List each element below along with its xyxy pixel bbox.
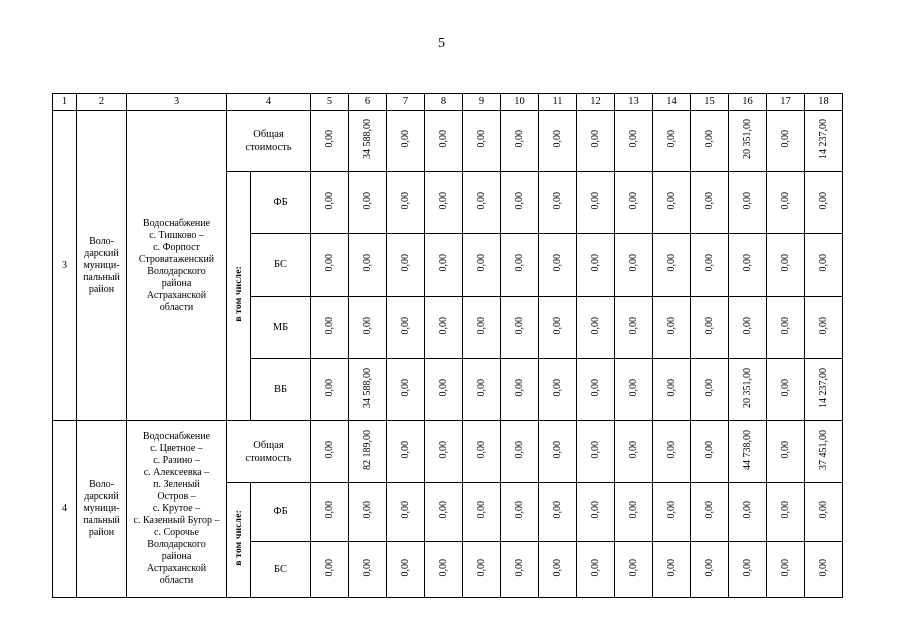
value-cell <box>653 483 691 542</box>
value-text: 0,00 <box>323 191 335 210</box>
value-text: 14 237,00 <box>817 367 829 408</box>
value-text: 0,00 <box>703 558 715 577</box>
value-text: 0,00 <box>665 558 677 577</box>
value-text: 0,00 <box>589 130 601 148</box>
value-cell <box>311 542 349 598</box>
value-text: 0,00 <box>475 191 487 210</box>
col-header: 16 <box>729 94 767 111</box>
value-text: 0,00 <box>437 440 449 459</box>
value-text: 0,00 <box>551 130 563 148</box>
value-cell <box>805 297 843 359</box>
value-text: 0,00 <box>741 316 753 335</box>
value-cell <box>425 421 463 483</box>
value-cell <box>539 483 577 542</box>
value-text: 0,00 <box>589 254 601 272</box>
value-cell <box>653 542 691 598</box>
col-header: 3 <box>127 94 227 111</box>
value-cell <box>501 234 539 297</box>
in-that-number-cell <box>227 483 251 598</box>
value-text: 0,00 <box>703 440 715 459</box>
value-text: 0,00 <box>437 191 449 210</box>
value-text: 0,00 <box>589 378 601 397</box>
value-text: 0,00 <box>513 501 525 519</box>
value-cell <box>311 111 349 172</box>
value-text: 0,00 <box>475 130 487 148</box>
value-text: 0,00 <box>361 558 373 577</box>
value-text: 0,00 <box>779 378 791 397</box>
value-text: 0,00 <box>627 130 639 148</box>
in-that-number-label: в том числе: <box>233 510 244 566</box>
value-text: 0,00 <box>475 501 487 519</box>
value-text: 0,00 <box>551 558 563 577</box>
value-cell <box>691 111 729 172</box>
value-cell <box>425 542 463 598</box>
value-text: 44 738,00 <box>741 429 753 470</box>
value-cell <box>805 359 843 421</box>
value-cell <box>653 234 691 297</box>
value-text: 0,00 <box>437 378 449 397</box>
value-cell <box>615 111 653 172</box>
value-cell <box>349 359 387 421</box>
value-cell <box>539 542 577 598</box>
value-cell <box>767 234 805 297</box>
value-cell <box>425 172 463 234</box>
value-cell <box>691 172 729 234</box>
value-text: 0,00 <box>627 501 639 519</box>
value-text: 0,00 <box>323 378 335 397</box>
value-text: 0,00 <box>513 558 525 577</box>
value-cell <box>311 172 349 234</box>
row-number: 3 <box>53 111 77 421</box>
value-cell <box>349 297 387 359</box>
value-cell <box>539 421 577 483</box>
value-text: 0,00 <box>399 191 411 210</box>
value-text: 0,00 <box>665 130 677 148</box>
value-text: 0,00 <box>437 316 449 335</box>
col-header: 14 <box>653 94 691 111</box>
value-text: 0,00 <box>665 501 677 519</box>
value-text: 0,00 <box>475 378 487 397</box>
value-text: 0,00 <box>589 316 601 335</box>
value-cell <box>463 297 501 359</box>
value-cell <box>501 359 539 421</box>
value-text: 0,00 <box>323 501 335 519</box>
value-cell <box>691 421 729 483</box>
value-text: 0,00 <box>779 130 791 148</box>
value-cell <box>349 234 387 297</box>
value-text: 0,00 <box>551 501 563 519</box>
value-cell <box>615 234 653 297</box>
value-text: 0,00 <box>475 558 487 577</box>
value-text: 34 588,00 <box>361 367 373 408</box>
col-header: 4 <box>227 94 311 111</box>
value-text: 0,00 <box>627 378 639 397</box>
value-text: 0,00 <box>437 558 449 577</box>
value-cell <box>425 297 463 359</box>
value-cell <box>387 542 425 598</box>
col-header: 13 <box>615 94 653 111</box>
value-text: 0,00 <box>665 316 677 335</box>
value-cell <box>767 483 805 542</box>
value-cell <box>425 483 463 542</box>
value-cell <box>653 111 691 172</box>
value-text: 0,00 <box>589 501 601 519</box>
value-text: 0,00 <box>437 501 449 519</box>
value-cell <box>805 172 843 234</box>
value-text: 0,00 <box>399 558 411 577</box>
value-cell <box>729 359 767 421</box>
value-cell <box>349 421 387 483</box>
value-text: 0,00 <box>551 440 563 459</box>
page-number: 5 <box>438 36 445 51</box>
value-cell <box>539 172 577 234</box>
value-cell <box>311 421 349 483</box>
value-text: 0,00 <box>665 191 677 210</box>
value-cell <box>691 234 729 297</box>
value-text: 0,00 <box>665 440 677 459</box>
header-row <box>53 94 843 111</box>
value-cell <box>577 111 615 172</box>
value-cell <box>615 359 653 421</box>
total-cost-label: Общая стоимость <box>227 421 311 483</box>
col-header: 8 <box>425 94 463 111</box>
value-cell <box>425 234 463 297</box>
value-cell <box>577 542 615 598</box>
value-text: 0,00 <box>741 501 753 519</box>
value-cell <box>311 297 349 359</box>
district-cell: Воло- дарский муници- пальный район <box>77 421 127 598</box>
table-row <box>53 111 843 172</box>
value-cell <box>729 542 767 598</box>
col-header: 6 <box>349 94 387 111</box>
value-text: 0,00 <box>361 501 373 519</box>
value-cell <box>577 483 615 542</box>
table-row <box>53 421 843 483</box>
value-cell <box>387 483 425 542</box>
value-text: 0,00 <box>399 254 411 272</box>
value-text: 0,00 <box>513 378 525 397</box>
value-cell <box>691 483 729 542</box>
col-header: 9 <box>463 94 501 111</box>
value-text: 82 189,00 <box>361 429 373 470</box>
value-cell <box>767 111 805 172</box>
value-text: 0,00 <box>817 191 829 210</box>
value-text: 0,00 <box>703 254 715 272</box>
value-text: 0,00 <box>627 316 639 335</box>
value-text: 0,00 <box>551 378 563 397</box>
value-cell <box>615 421 653 483</box>
value-cell <box>501 542 539 598</box>
value-cell <box>425 359 463 421</box>
value-cell <box>501 172 539 234</box>
value-cell <box>767 297 805 359</box>
value-cell <box>463 359 501 421</box>
value-text: 0,00 <box>741 191 753 210</box>
project-cell: Водоснабжение с. Тишково – с. Форпост Строватаженский Володарского района Астраханской области <box>127 111 227 421</box>
col-header: 1 <box>53 94 77 111</box>
value-text: 0,00 <box>665 254 677 272</box>
fund-label: БС <box>251 542 311 598</box>
value-cell <box>311 483 349 542</box>
col-header: 18 <box>805 94 843 111</box>
value-text: 0,00 <box>513 254 525 272</box>
value-text: 0,00 <box>703 130 715 148</box>
col-header: 2 <box>77 94 127 111</box>
value-text: 0,00 <box>627 254 639 272</box>
value-cell <box>463 483 501 542</box>
value-text: 20 351,00 <box>741 367 753 408</box>
value-text: 0,00 <box>589 558 601 577</box>
value-cell <box>615 172 653 234</box>
value-text: 0,00 <box>437 254 449 272</box>
value-text: 14 237,00 <box>817 119 829 159</box>
value-text: 0,00 <box>361 254 373 272</box>
fund-label: БС <box>251 234 311 297</box>
value-cell <box>653 359 691 421</box>
value-cell <box>691 542 729 598</box>
value-cell <box>539 359 577 421</box>
value-cell <box>463 542 501 598</box>
value-cell <box>349 483 387 542</box>
value-text: 0,00 <box>779 501 791 519</box>
col-header: 7 <box>387 94 425 111</box>
col-header: 17 <box>767 94 805 111</box>
value-cell <box>805 421 843 483</box>
value-text: 0,00 <box>817 316 829 335</box>
value-text: 34 588,00 <box>361 119 373 159</box>
value-cell <box>463 421 501 483</box>
value-cell <box>691 359 729 421</box>
value-text: 0,00 <box>703 378 715 397</box>
value-cell <box>387 234 425 297</box>
value-text: 0,00 <box>323 316 335 335</box>
value-text: 0,00 <box>399 130 411 148</box>
project-cell: Водоснабжение с. Цветное – с. Разино – с. Алексеевка – п. Зеленый Остров – с. Крутое – с. Казенный Бугор – с. Сорочье Володарского района Астраханской области <box>127 421 227 598</box>
in-that-number-label: в том числе: <box>233 266 244 322</box>
value-cell <box>501 483 539 542</box>
value-cell <box>805 483 843 542</box>
total-cost-label: Общая стоимость <box>227 111 311 172</box>
value-cell <box>387 111 425 172</box>
value-text: 0,00 <box>475 254 487 272</box>
value-cell <box>577 234 615 297</box>
value-text: 0,00 <box>399 316 411 335</box>
value-text: 0,00 <box>513 316 525 335</box>
value-text: 0,00 <box>399 501 411 519</box>
value-cell <box>463 234 501 297</box>
value-cell <box>387 297 425 359</box>
value-text: 20 351,00 <box>741 119 753 159</box>
value-text: 0,00 <box>779 191 791 210</box>
value-cell <box>501 297 539 359</box>
value-cell <box>653 421 691 483</box>
col-header: 11 <box>539 94 577 111</box>
value-text: 0,00 <box>665 378 677 397</box>
value-cell <box>425 111 463 172</box>
value-text: 0,00 <box>703 191 715 210</box>
value-text: 0,00 <box>551 316 563 335</box>
value-cell <box>767 172 805 234</box>
value-cell <box>463 172 501 234</box>
value-cell <box>577 172 615 234</box>
value-cell <box>729 483 767 542</box>
value-text: 0,00 <box>551 191 563 210</box>
value-text: 0,00 <box>475 316 487 335</box>
value-cell <box>729 297 767 359</box>
value-text: 0,00 <box>589 191 601 210</box>
col-header: 12 <box>577 94 615 111</box>
value-text: 0,00 <box>779 558 791 577</box>
value-cell <box>729 111 767 172</box>
value-text: 0,00 <box>703 501 715 519</box>
value-text: 0,00 <box>513 440 525 459</box>
value-cell <box>767 421 805 483</box>
value-text: 0,00 <box>627 440 639 459</box>
fund-label: ФБ <box>251 483 311 542</box>
value-text: 0,00 <box>779 440 791 459</box>
value-text: 0,00 <box>475 440 487 459</box>
value-cell <box>349 111 387 172</box>
value-text: 37 451,00 <box>817 429 829 470</box>
value-cell <box>577 421 615 483</box>
col-header: 15 <box>691 94 729 111</box>
value-text: 0,00 <box>323 440 335 459</box>
value-text: 0,00 <box>361 191 373 210</box>
col-header: 10 <box>501 94 539 111</box>
value-cell <box>349 172 387 234</box>
value-text: 0,00 <box>779 254 791 272</box>
value-text: 0,00 <box>513 130 525 148</box>
value-cell <box>729 421 767 483</box>
value-cell <box>729 172 767 234</box>
value-cell <box>501 421 539 483</box>
row-number: 4 <box>53 421 77 598</box>
value-cell <box>501 111 539 172</box>
value-cell <box>691 297 729 359</box>
value-cell <box>577 359 615 421</box>
in-that-number-cell <box>227 172 251 421</box>
value-cell <box>615 483 653 542</box>
value-text: 0,00 <box>627 191 639 210</box>
value-text: 0,00 <box>323 130 335 148</box>
value-cell <box>463 111 501 172</box>
value-cell <box>539 234 577 297</box>
value-text: 0,00 <box>741 558 753 577</box>
value-text: 0,00 <box>323 558 335 577</box>
funding-table <box>52 93 843 598</box>
value-cell <box>729 234 767 297</box>
value-text: 0,00 <box>817 501 829 519</box>
value-text: 0,00 <box>437 130 449 148</box>
value-text: 0,00 <box>399 378 411 397</box>
value-text: 0,00 <box>703 316 715 335</box>
value-text: 0,00 <box>551 254 563 272</box>
value-cell <box>653 172 691 234</box>
value-cell <box>767 542 805 598</box>
value-cell <box>767 359 805 421</box>
value-text: 0,00 <box>741 254 753 272</box>
value-cell <box>539 297 577 359</box>
fund-label: ФБ <box>251 172 311 234</box>
value-cell <box>311 359 349 421</box>
value-cell <box>387 359 425 421</box>
value-cell <box>653 297 691 359</box>
value-cell <box>387 172 425 234</box>
value-text: 0,00 <box>817 558 829 577</box>
value-cell <box>615 542 653 598</box>
col-header: 5 <box>311 94 349 111</box>
fund-label: ВБ <box>251 359 311 421</box>
value-text: 0,00 <box>361 316 373 335</box>
value-text: 0,00 <box>627 558 639 577</box>
district-cell: Воло- дарский муници- пальный район <box>77 111 127 421</box>
value-cell <box>387 421 425 483</box>
value-cell <box>311 234 349 297</box>
value-cell <box>577 297 615 359</box>
value-text: 0,00 <box>817 254 829 272</box>
value-text: 0,00 <box>779 316 791 335</box>
value-cell <box>805 234 843 297</box>
value-cell <box>349 542 387 598</box>
value-cell <box>615 297 653 359</box>
value-cell <box>805 111 843 172</box>
value-text: 0,00 <box>513 191 525 210</box>
value-text: 0,00 <box>323 254 335 272</box>
value-text: 0,00 <box>589 440 601 459</box>
value-cell <box>805 542 843 598</box>
value-cell <box>539 111 577 172</box>
value-text: 0,00 <box>399 440 411 459</box>
fund-label: МБ <box>251 297 311 359</box>
